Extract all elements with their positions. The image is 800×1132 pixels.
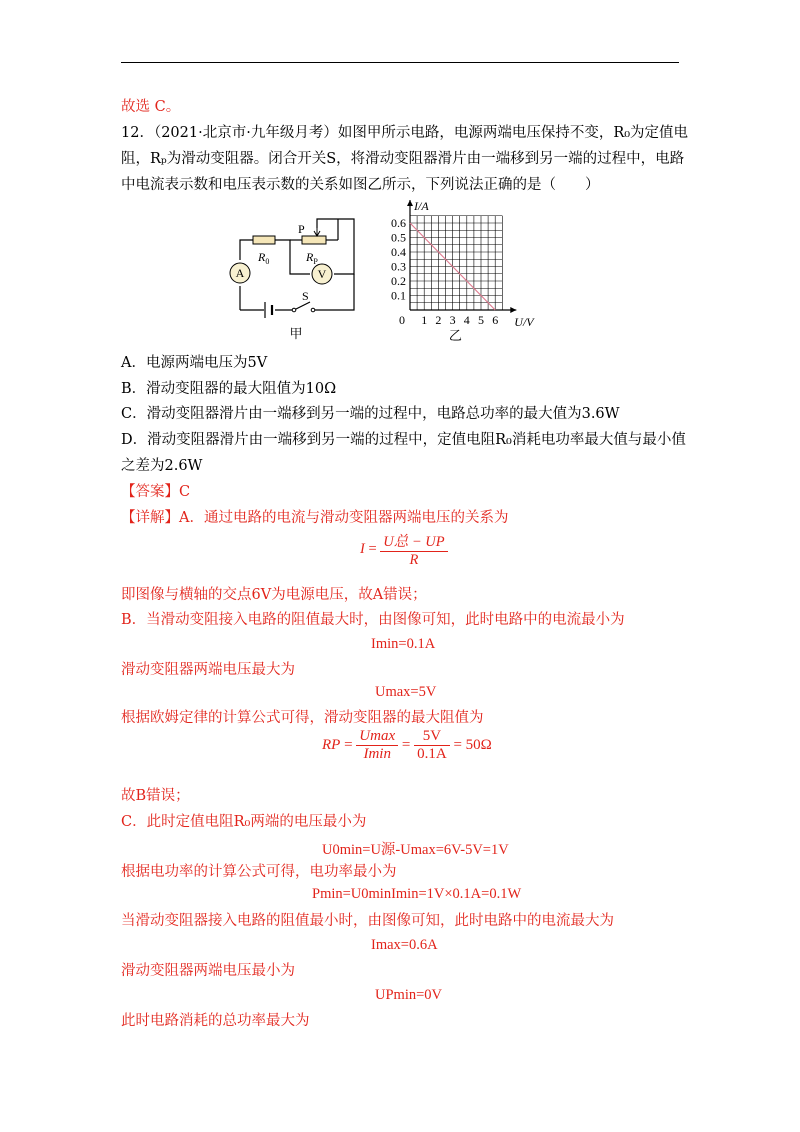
equation-8: UPmin=0V xyxy=(375,987,442,1003)
eq4-num-2: 5V xyxy=(414,728,450,746)
y-tick-label: 0.2 xyxy=(391,274,406,288)
graph-caption: 乙 xyxy=(448,328,462,343)
ammeter-label: A xyxy=(235,266,245,280)
eq1-lhs: I xyxy=(360,540,365,557)
graph-chart xyxy=(386,196,586,346)
y-tick-label: 0.3 xyxy=(391,259,406,274)
detail-line-3: B．当滑动变阻接入电路的阻值最大时，由图像可知，此时电路中的电流最小为 xyxy=(121,612,625,628)
question-line-1: 12．（2021·北京市·九年级月考）如图甲所示电路，电源两端电压保持不变，R₀为定值电 xyxy=(121,125,689,141)
eq1-denominator: R xyxy=(409,552,419,568)
detail-line-10: 滑动变阻器两端电压最小为 xyxy=(121,963,295,979)
circuit-caption: 甲 xyxy=(289,326,303,341)
x-axis-arrow xyxy=(510,307,516,313)
detail-line-8: 根据电功率的计算公式可得，电功率最小为 xyxy=(121,864,397,880)
equation-3: Umax=5V xyxy=(375,684,437,700)
equation-6: Pmin=U0minImin=1V×0.1A=0.1W xyxy=(312,886,522,902)
rp-label: $R_P$ xyxy=(306,250,318,266)
x-tick-label: 5 xyxy=(478,313,484,327)
detail-line-4: 滑动变阻器两端电压最大为 xyxy=(121,662,295,678)
detail-line-7: C．此时定值电阻R₀两端的电压最小为 xyxy=(121,814,367,830)
y-axis-arrow xyxy=(407,200,413,206)
circuit-diagram xyxy=(222,214,368,342)
equation-4: RP = $\frac{Umax}{Imin}$ = $\frac{5V}{0.1A}$ = 50Ω xyxy=(322,728,492,762)
detail-line-2: 即图像与横轴的交点6V为电源电压，故A错误； xyxy=(121,587,427,603)
question-line-2: 阻，Rₚ为滑动变阻器。闭合开关S，将滑动变阻器滑片由一端移到另一端的过程中，电路 xyxy=(121,151,685,167)
question-line-3: 中电流表示数和电压表示数的关系如图乙所示，下列说法正确的是（ ） xyxy=(121,177,600,193)
x-tick-label: 1 xyxy=(421,313,428,327)
eq4-den-2: 0.1A xyxy=(417,746,447,762)
switch-pivot xyxy=(292,308,296,312)
eq4-num-1: Umax xyxy=(356,728,398,746)
y-tick-label: 0.1 xyxy=(391,288,406,303)
y-tick-label: 0.4 xyxy=(391,245,406,259)
equation-5: U0min=U源-Umax=6V-5V=1V xyxy=(322,842,509,858)
r0-label: $R_0$ xyxy=(258,250,270,266)
x-tick-label: 4 xyxy=(463,313,470,327)
p-label: P xyxy=(298,222,305,236)
chart-axes xyxy=(407,200,516,313)
detail-line-6: 故B错误； xyxy=(121,788,190,804)
option-d-line-2: 之差为2.6W xyxy=(121,458,203,474)
y-tick-label: 0.6 xyxy=(391,216,406,230)
equation-7: Imax=0.6A xyxy=(371,937,438,953)
detail-line-9: 当滑动变阻器接入电路的阻值最小时，由图像可知，此时电路中的电流最大为 xyxy=(121,913,614,929)
eq4-result: = 50Ω xyxy=(453,736,492,753)
eq1-numerator: U总 − UP xyxy=(380,530,447,552)
option-d-line-1: D．滑动变阻器滑片由一端移到另一端的过程中，定值电阻R₀消耗电功率最大值与最小值 xyxy=(121,432,686,448)
voltmeter-label: V xyxy=(317,267,327,281)
eq4-lhs: RP xyxy=(322,736,341,753)
equation-1: I = $\frac{\text{U总 − UP}}{R}$ xyxy=(360,530,448,569)
y-tick-label: 0.5 xyxy=(391,230,406,245)
chart-grid xyxy=(410,216,502,310)
answer: 【答案】C xyxy=(121,484,191,500)
option-a: A．电源两端电压为5V xyxy=(121,355,268,371)
header-rule xyxy=(121,62,679,63)
switch-contact xyxy=(311,308,315,312)
option-b: B．滑动变阻器的最大阻值为10Ω xyxy=(121,381,337,397)
resistor-r0 xyxy=(253,236,275,244)
eq4-den-1: Imin xyxy=(363,746,391,762)
x-tick-label: 0 xyxy=(399,313,405,327)
resistor-rp xyxy=(302,236,326,244)
detail-line-1: 【详解】A．通过电路的电流与滑动变阻器两端电压的关系为 xyxy=(121,510,509,526)
prev-answer: 故选 C。 xyxy=(121,99,181,115)
x-tick-label: 2 xyxy=(435,313,442,327)
slider-arrow xyxy=(314,228,320,236)
x-tick-label: 6 xyxy=(492,313,499,327)
detail-line-5: 根据欧姆定律的计算公式可得，滑动变阻器的最大阻值为 xyxy=(121,710,484,726)
option-c: C．滑动变阻器滑片由一端移到另一端的过程中，电路总功率的最大值为3.6W xyxy=(121,406,620,422)
s-label: S xyxy=(302,289,309,303)
x-axis-label: U/V xyxy=(514,315,534,329)
equation-2: Imin=0.1A xyxy=(371,636,436,652)
detail-line-11: 此时电路消耗的总功率最大为 xyxy=(121,1013,310,1029)
y-axis-label: I/A xyxy=(414,199,429,213)
x-tick-label: 3 xyxy=(449,313,456,327)
